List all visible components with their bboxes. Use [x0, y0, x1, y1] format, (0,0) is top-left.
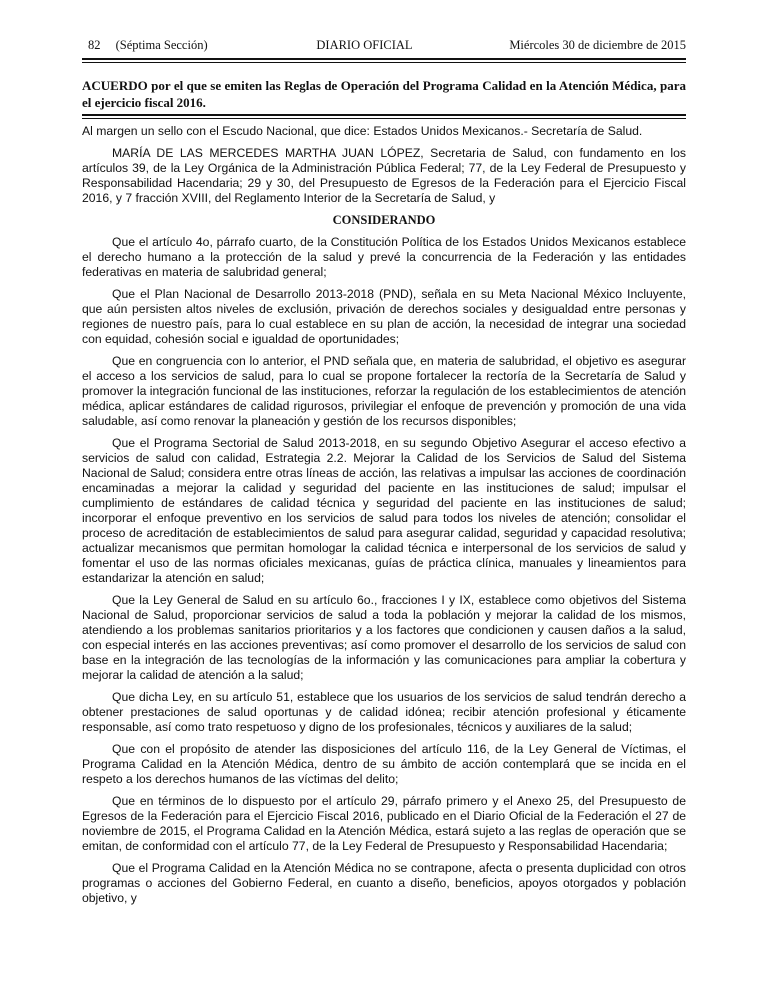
paragraph: Que en congruencia con lo anterior, el PND señala que, en materia de salubridad, el objetivo es asegurar el acceso a los servicios de salud, para lo cual se propone fortalecer la rectoría de la Secretaría de Salud y promover la integración funcional de las instituciones, reforzar la regulación de los establecimientos de atención médica, aplicar estándares de calidad rigurosos, privilegiar el enfoque de prevención y promoción de una vida saludable, así como renovar la planeación y gestión de los recursos disponibles; [82, 354, 686, 428]
paragraph: Que el Plan Nacional de Desarrollo 2013-2018 (PND), señala en su Meta Nacional México Incluyente, que aún persisten altos niveles de exclusión, privación de derechos sociales y desigualdad entre personas y regiones de nuestro país, para lo cual establece en su plan de acción, la necesidad de integrar una sociedad con equidad, cohesión social e igualdad de oportunidades; [82, 287, 686, 346]
paragraph: Que el Programa Calidad en la Atención Médica no se contrapone, afecta o presenta duplicidad con otros programas o acciones del Gobierno Federal, en cuanto a diseño, beneficios, apoyos otorgados y población objetivo, y [82, 861, 686, 905]
paragraph: Que el Programa Sectorial de Salud 2013-2018, en su segundo Objetivo Asegurar el acceso efectivo a servicios de salud con calidad, Estrategia 2.2. Mejorar la Calidad de los Servicios de Salud del Sistema Nacional de Salud; considera entre otras líneas de acción, las relativas a impulsar las acciones de coordinación encaminadas a mejorar la calidad y seguridad del paciente en las instituciones de salud; impulsar el cumplimiento de estándares de calidad técnica y seguridad del paciente en las instituciones de salud; incorporar el enfoque preventivo en los servicios de salud para todos los niveles de atención; consolidar el proceso de acreditación de establecimientos de salud para asegurar calidad, seguridad y capacidad resolutiva; actualizar mecanismos que permitan homologar la calidad técnica e interpersonal de los servicios de salud y fomentar el uso de las normas oficiales mexicanas, guías de práctica clínica, manuales y lineamientos para estandarizar la atención en salud; [82, 436, 686, 585]
page-header [82, 38, 686, 57]
header-rule [82, 58, 686, 60]
title-rule [82, 114, 686, 116]
considerando-heading: CONSIDERANDO [332, 213, 436, 227]
header-rule-thin [82, 62, 686, 63]
paragraph: Que la Ley General de Salud en su artículo 6o., fracciones I y IX, establece como objetivos del Sistema Nacional de Salud, proporcionar servicios de salud a toda la población y mejorar la calidad de los mismos, atendiendo a los problemas sanitarios prioritarios y a los factores que condicionen y causen daños a la salud, con especial interés en las acciones preventivas; así como promover el desarrollo de los servicios de salud con base en la integración de las tecnologías de la información y las comunicaciones para ampliar la cobertura y mejorar la calidad de atención a la salud; [82, 593, 686, 682]
paragraph: Que en términos de lo dispuesto por el artículo 29, párrafo primero y el Anexo 25, del Presupuesto de Egresos de la Federación para el Ejercicio Fiscal 2016, publicado en el Diario Oficial de la Federación el 27 de noviembre de 2015, el Programa Calidad en la Atención Médica, estará sujeto a las reglas de operación que se emitan, de conformidad con el artículo 77, de la Ley Federal de Presupuesto y Responsabilidad Hacendaria; [82, 794, 686, 853]
section-label: (Séptima Sección) [115, 38, 208, 52]
margin-note: Al margen un sello con el Escudo Nacional, que dice: Estados Unidos Mexicanos.- Secretaría de Salud. [82, 124, 643, 138]
title-rule-thin [82, 118, 686, 119]
document-body [82, 124, 686, 906]
paragraph: Que con el propósito de atender las disposiciones del artículo 116, de la Ley General de Víctimas, el Programa Calidad en la Atención Médica, dentro de su ámbito de acción contemplará que se incida en el respeto a los derechos humanos de las víctimas del delito; [82, 742, 686, 786]
document-page [82, 38, 686, 913]
publication-name: DIARIO OFICIAL [316, 38, 413, 52]
document-title: ACUERDO por el que se emiten las Reglas de Operación del Programa Calidad en la Atención Médica, para el ejercicio fiscal 2016. [82, 78, 686, 110]
paragraph: Que el artículo 4o, párrafo cuarto, de la Constitución Política de los Estados Unidos Mexicanos establece el derecho humano a la protección de la salud y prevé la concurrencia de la Federación y las entidades federativas en materia de salubridad general; [82, 235, 686, 279]
publication-date: Miércoles 30 de diciembre de 2015 [509, 38, 686, 52]
page-number: 82 [88, 38, 101, 52]
paragraph: Que dicha Ley, en su artículo 51, establece que los usuarios de los servicios de salud tendrán derecho a obtener prestaciones de salud oportunas y de calidad idónea; recibir atención profesional y éticamente responsable, así como trato respetuoso y digno de los profesionales, técnicos y auxiliares de la salud; [82, 690, 686, 734]
intro-paragraph: MARÍA DE LAS MERCEDES MARTHA JUAN LÓPEZ, Secretaria de Salud, con fundamento en los artículos 39, de la Ley Orgánica de la Administración Pública Federal; 77, de la Ley Federal de Presupuesto y Responsabilidad Hacendaria; 29 y 30, del Presupuesto de Egresos de la Federación para el Ejercicio Fiscal 2016, y 7 fracción XVIII, del Reglamento Interior de la Secretaría de Salud, y [82, 146, 686, 205]
